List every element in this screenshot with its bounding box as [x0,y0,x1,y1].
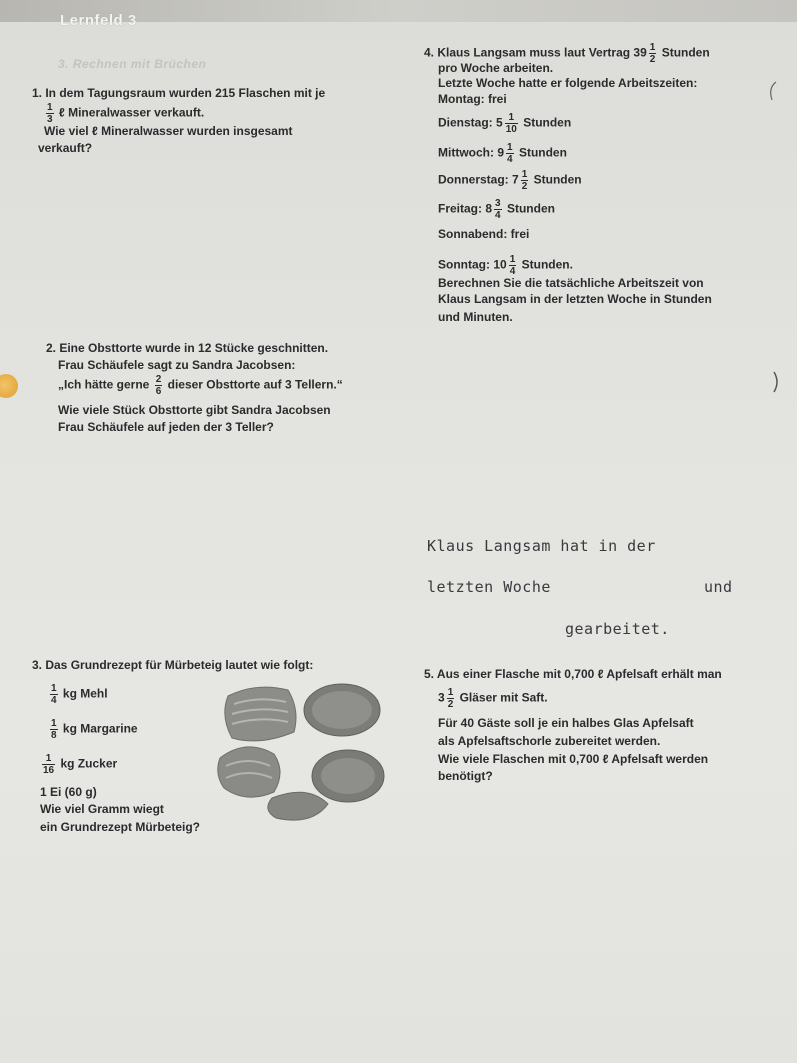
section-title: 3. Rechnen mit Brüchen [58,57,207,71]
task2-line1: 2. Eine Obsttorte wurde in 12 Stücke geschnitten. [46,341,329,355]
answer-line3: gearbeitet. [565,620,670,638]
task4-day-sunday: Sonntag: 10 $\frac{1}{4}$ Stunden. [438,254,573,277]
task4-day-thursday: Donnerstag: 7 $\frac{1}{2}$ Stunden [438,169,582,192]
task5-line4: als Apfelsaftschorle zubereitet werden. [438,734,661,748]
task4-line3: Letzte Woche hatte er folgende Arbeitszeiten: [438,76,698,90]
task2-quote: „Ich hätte gerne $\frac{2}{6}$ dieser Obsttorte auf 3 Tellern.“ [58,374,343,397]
task1-line3: Wie viel ℓ Mineralwasser wurden insgesamt [44,124,293,138]
task5-line6: benötigt? [438,769,493,783]
page-title: Lernfeld 3 [60,12,137,29]
task1-line2: $\frac{1}{3}$ ℓ Mineralwasser verkauft. [47,102,205,125]
task3-item-egg: 1 Ei (60 g) [40,785,97,799]
task3-item-margarine: $\frac{1}{8}$ kg Margarine [51,718,138,741]
task3-item-flour: $\frac{1}{4}$ kg Mehl [51,683,108,706]
cookie-round-2-icon [312,750,384,802]
task5-line1: 5. Aus einer Flasche mit 0,700 ℓ Apfelsaft erhält man [424,667,722,681]
answer-line1: Klaus Langsam hat in der [427,537,656,555]
task4-day-tuesday: Dienstag: 5 $\frac{1}{10}$ Stunden [438,112,572,135]
task2-line2: Frau Schäufele sagt zu Sandra Jacobsen: [58,358,296,372]
task2-fraction: $\frac{2}{6}$ [155,374,162,397]
task4-question-line2: Klaus Langsam in der letzten Woche in Stunden [438,292,712,306]
task5-line5: Wie viele Flaschen mit 0,700 ℓ Apfelsaft werden [438,752,709,766]
task3-question-line2: ein Grundrezept Mürbeteig? [40,820,201,834]
task4-line1: 4. Klaus Langsam muss laut Vertrag 39 $\frac{1}{2}$ Stunden [424,42,710,65]
task2-line4: Wie viele Stück Obsttorte gibt Sandra Jacobsen [58,403,331,417]
task3-line1: 3. Das Grundrezept für Mürbeteig lautet wie folgt: [32,658,314,672]
task4-line2: pro Woche arbeiten. [438,61,554,75]
answer-line2-end: und [704,578,733,596]
task4-question-line3: und Minuten. [438,310,513,324]
answer-line2-start: letzten Woche [427,578,551,596]
cookie-wavy-1-icon [225,687,296,741]
task4-contract-fraction: $\frac{1}{2}$ [649,42,656,65]
task5-line2: 3 $\frac{1}{2}$ Gläser mit Saft. [438,687,548,710]
task4-day-monday: Montag: frei [438,92,507,106]
cookie-round-1-icon [304,684,380,736]
task4-question-line1: Berechnen Sie die tatsächliche Arbeitszeit von [438,276,704,290]
task1-fraction: $\frac{1}{3}$ [47,102,53,125]
task4-day-friday: Freitag: 8 $\frac{3}{4}$ Stunden [438,198,555,221]
task3-item-sugar: $\frac{1}{16}$ kg Zucker [43,753,118,776]
task2-line5: Frau Schäufele auf jeden der 3 Teller? [58,420,274,434]
cookies-illustration [216,680,396,830]
task4-day-saturday: Sonnabend: frei [438,227,530,241]
pen-mark [766,80,780,102]
cookie-wavy-2-icon [218,747,280,797]
task4-day-wednesday: Mittwoch: 9 $\frac{1}{4}$ Stunden [438,142,567,165]
cookie-stick-icon [268,792,328,820]
task3-question-line1: Wie viel Gramm wiegt [40,802,164,816]
task1-line1: 1. In dem Tagungsraum wurden 215 Flaschen mit je [32,86,326,100]
task5-line3: Für 40 Gäste soll je ein halbes Glas Apfelsaft [438,716,694,730]
task1-line4: verkauft? [38,141,93,155]
punch-hole-right [773,370,781,394]
